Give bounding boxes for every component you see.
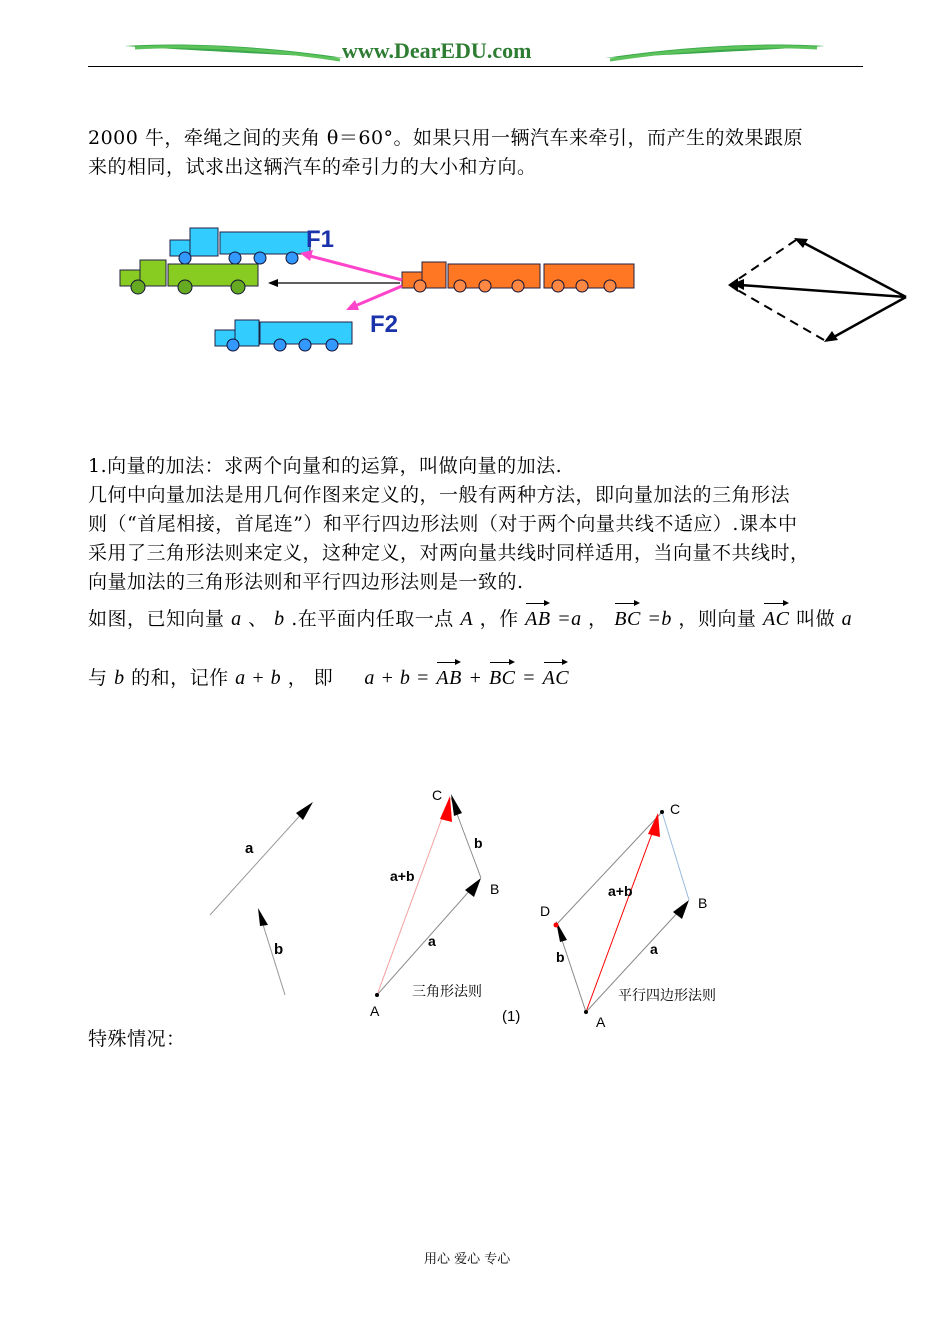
parallelogram-rule [540,801,716,1030]
para-line-4: 向量加法的三角形法则和平行四边形法则是一致的. [88,571,524,593]
svg-text:a: a [245,840,254,857]
svg-text:A: A [596,1014,606,1030]
para-line-2: 则（“首尾相接，首尾连”）和平行四边形法则（对于两个向量共线不适应）.课本中 [88,513,798,535]
truck-orange [402,262,634,292]
section-heading: 1.向量的加法：求两个向量和的运算，叫做向量的加法. [88,455,563,477]
svg-text:(1): (1) [502,1008,521,1025]
svg-text:b: b [556,949,565,965]
force-parallelogram [720,230,920,350]
point-a: A [460,608,474,630]
svg-text:D: D [540,903,551,919]
vector-b: b [274,608,285,630]
definition-line-2: 与 b 的和，记作 a + b ， 即 a + b = AB + BC = AC [88,664,569,692]
svg-text:a: a [428,933,436,949]
sum-equation: a + b = [364,667,430,689]
triangle-rule [370,787,520,1025]
header [0,30,950,70]
svg-text:C: C [670,801,681,817]
para-line-3: 采用了三角形法则来定义，这种定义，对两向量共线时同样适用，当向量不共线时， [88,542,810,564]
svg-text:b: b [474,835,483,851]
truck-blue-bottom [215,320,352,351]
f2-label: F2 [370,311,399,338]
header-swoosh-left [125,36,345,64]
svg-text:A: A [370,1003,380,1019]
vector-ab: AB [525,605,550,633]
svg-text:a+b: a+b [608,883,633,899]
f2-arrow [346,286,402,310]
resultant-arrow [268,279,400,287]
free-vector-b [258,908,285,995]
svg-text:三角形法则: 三角形法则 [412,983,482,999]
truck-green [120,260,258,294]
header-swoosh-right [605,36,825,64]
svg-text:C: C [432,787,443,803]
site-logo: www.DearEDU.com [342,38,532,63]
definition-line-1: 如图，已知向量 a 、 b .在平面内任取一点 A ，作 AB =a ， BC =b ，则向量 AC 叫做 a [88,605,852,633]
svg-text:a: a [650,941,658,957]
f1-label: F1 [306,226,335,253]
svg-text:a+b: a+b [390,868,415,884]
para-line-1: 几何中向量加法是用几何作图来定义的，一般有两种方法，即向量加法的三角形法 [88,484,791,506]
f1-arrow [300,250,402,280]
vector-addition-figure [190,780,750,1040]
footer-text: 用心 爱心 专心 [424,1252,511,1267]
truck-blue-top [170,228,310,264]
svg-text:B: B [490,881,500,897]
vector-bc: BC [614,605,641,633]
intro-line-1: 2000 牛，牵绳之间的夹角 θ＝60°。如果只用一辆汽车来牵引，而产生的效果跟原 [88,127,804,149]
vector-ac: AC [763,605,790,633]
intro-line-2: 来的相同，试求出这辆汽车的牵引力的大小和方向。 [88,156,537,178]
special-cases-label: 特殊情况： [88,1028,186,1050]
header-rule [88,66,863,67]
free-vector-a [210,802,313,915]
trucks-figure [110,220,650,360]
svg-text:平行四边形法则: 平行四边形法则 [618,987,716,1003]
vector-a: a [231,608,242,630]
svg-text:b: b [274,941,284,958]
svg-text:B: B [698,895,708,911]
